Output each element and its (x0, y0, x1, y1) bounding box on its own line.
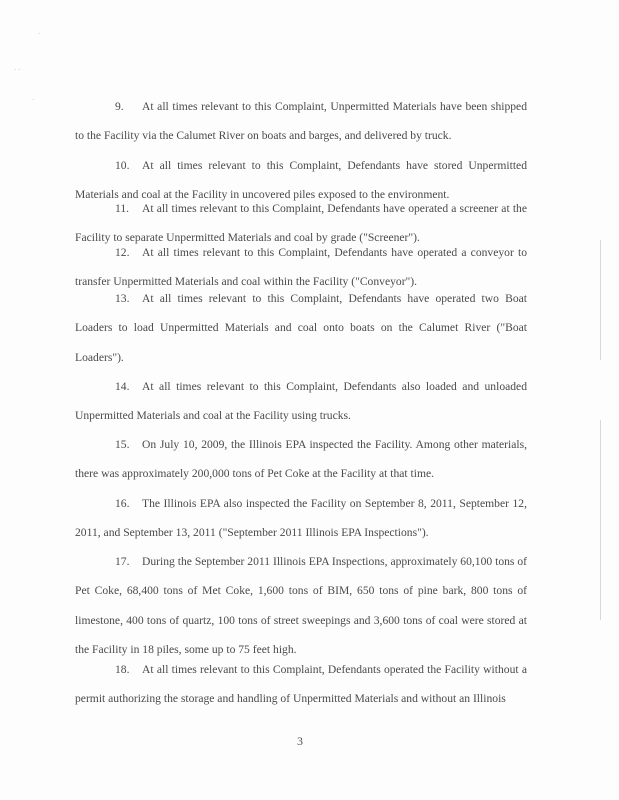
paragraph-text: On July 10, 2009, the Illinois EPA inspected the Facility. Among other materials, there was approximately 200,000 tons of Pet Coke at the Facility at that time. (75, 437, 527, 481)
paragraph-16 (75, 489, 527, 548)
paragraph-number: 12. (115, 245, 130, 259)
paragraph-number: 10. (115, 158, 130, 172)
paragraph-text: At all times relevant to this Complaint, Defendants have operated a screener at the Facility to separate Unpermitted Materials and coal by grade ("Screener"). (75, 201, 527, 245)
paragraph-text: During the September 2011 Illinois EPA Inspections, approximately 60,100 tons of Pet Coke, 68,400 tons of Met Coke, 1,600 tons of BIM, 650 tons of pine bark, 800 tons of limestone, 400 tons of quartz, 100 tons of street sweepings and 3,600 tons of coal were stored at the Facility in 18 piles, some up to 75 feet high. (75, 554, 527, 657)
paragraph-text: At all times relevant to this Complaint, Defendants operated the Facility without a permit authorizing the storage and handling of Unpermitted Materials and without an Illinois (75, 662, 527, 706)
paragraph-number: 11. (115, 201, 130, 215)
page-number: 3 (297, 734, 303, 748)
paragraph-number: 9. (115, 99, 124, 113)
paragraph-text: At all times relevant to this Complaint, Unpermitted Materials have been shipped to the Facility via the Calumet River on boats and barges, and delivered by truck. (75, 99, 527, 143)
paragraph-18 (75, 655, 527, 714)
paragraph-number: 13. (115, 291, 130, 305)
scan-speck: · (32, 96, 35, 104)
scan-edge-line (600, 240, 601, 360)
paragraph-17 (75, 547, 527, 665)
paragraph-text: At all times relevant to this Complaint, Defendants have stored Unpermitted Materials and coal at the Facility in uncovered piles exposed to the environment. (75, 158, 527, 202)
paragraph-number: 14. (115, 379, 130, 393)
paragraph-14 (75, 372, 527, 431)
paragraph-13 (75, 284, 527, 373)
paragraph-9 (75, 92, 527, 151)
paragraph-text: At all times relevant to this Complaint, Defendants have operated a conveyor to transfer Unpermitted Materials and coal within the Facility ("Conveyor"). (75, 245, 527, 289)
scan-speck: · (38, 30, 41, 38)
scan-speck: · · (14, 66, 21, 74)
paragraph-text: The Illinois EPA also inspected the Facility on September 8, 2011, September 12, 2011, and September 13, 2011 ("September 2011 Illinois EPA Inspections"). (75, 496, 527, 540)
paragraph-text: At all times relevant to this Complaint, Defendants have operated two Boat Loaders to load Unpermitted Materials and coal onto boats on the Calumet River ("Boat Loaders"). (75, 291, 527, 364)
paragraph-number: 18. (115, 662, 130, 676)
paragraph-number: 17. (115, 554, 130, 568)
paragraph-15 (75, 430, 527, 489)
paragraph-text: At all times relevant to this Complaint, Defendants also loaded and unloaded Unpermitted Materials and coal at the Facility using trucks. (75, 379, 527, 423)
scan-edge-line (600, 420, 601, 620)
paragraph-number: 15. (115, 437, 130, 451)
paragraph-number: 16. (115, 496, 130, 510)
